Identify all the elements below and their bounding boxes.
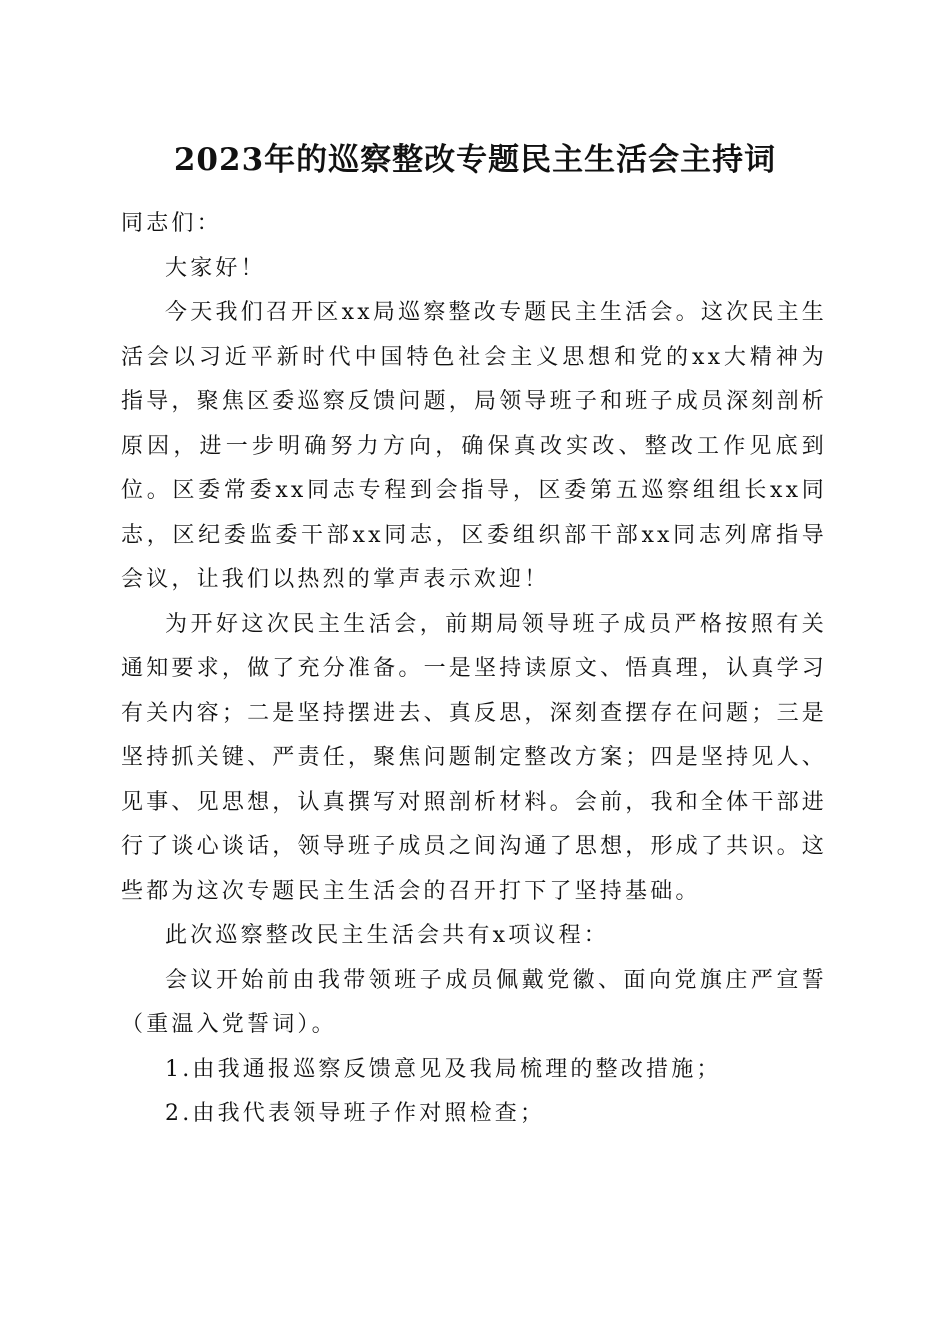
document-body (121, 202, 827, 1137)
paragraph-opening: 今天我们召开区xx局巡察整改专题民主生活会。这次民主生活会以习近平新时代中国特色社会主义思想和党的xx大精神为指导，聚焦区委巡察反馈问题，局领导班子和班子成员深刻剖析原因，进一步明确努力方向，确保真改实改、整改工作见底到位。区委常委xx同志专程到会指导，区委第五巡察组组长xx同志，区纪委监委干部xx同志，区委组织部干部xx同志列席指导会议，让我们以热烈的掌声表示欢迎！ (121, 300, 827, 592)
agenda-item-1: 1.由我通报巡察反馈意见及我局梳理的整改措施； (165, 1056, 722, 1082)
paragraph-agenda-intro: 此次巡察整改民主生活会共有x项议程： (165, 923, 610, 948)
document-title: 2023年的巡察整改专题民主生活会主持词 (173, 142, 777, 178)
paragraph-preparation: 为开好这次民主生活会，前期局领导班子成员严格按照有关通知要求，做了充分准备。一是坚持读原文、悟真理，认真学习有关内容；二是坚持摆进去、真反思，深刻查摆存在问题；三是坚持抓关键、严责任，聚焦问题制定整改方案；四是坚持见人、见事、见思想，认真撰写对照剖析材料。会前，我和全体干部进行了谈心谈话，领导班子成员之间沟通了思想，形成了共识。这些都为这次专题民主生活会的召开打下了坚持基础。 (121, 611, 827, 904)
paragraph-greeting: 大家好！ (165, 255, 266, 281)
salutation: 同志们： (121, 211, 222, 236)
agenda-item-2: 2.由我代表领导班子作对照检查； (165, 1101, 546, 1126)
paragraph-oath: 会议开始前由我带领班子成员佩戴党徽、面向党旗庄严宣誓（重温入党誓词）。 (121, 967, 827, 1037)
